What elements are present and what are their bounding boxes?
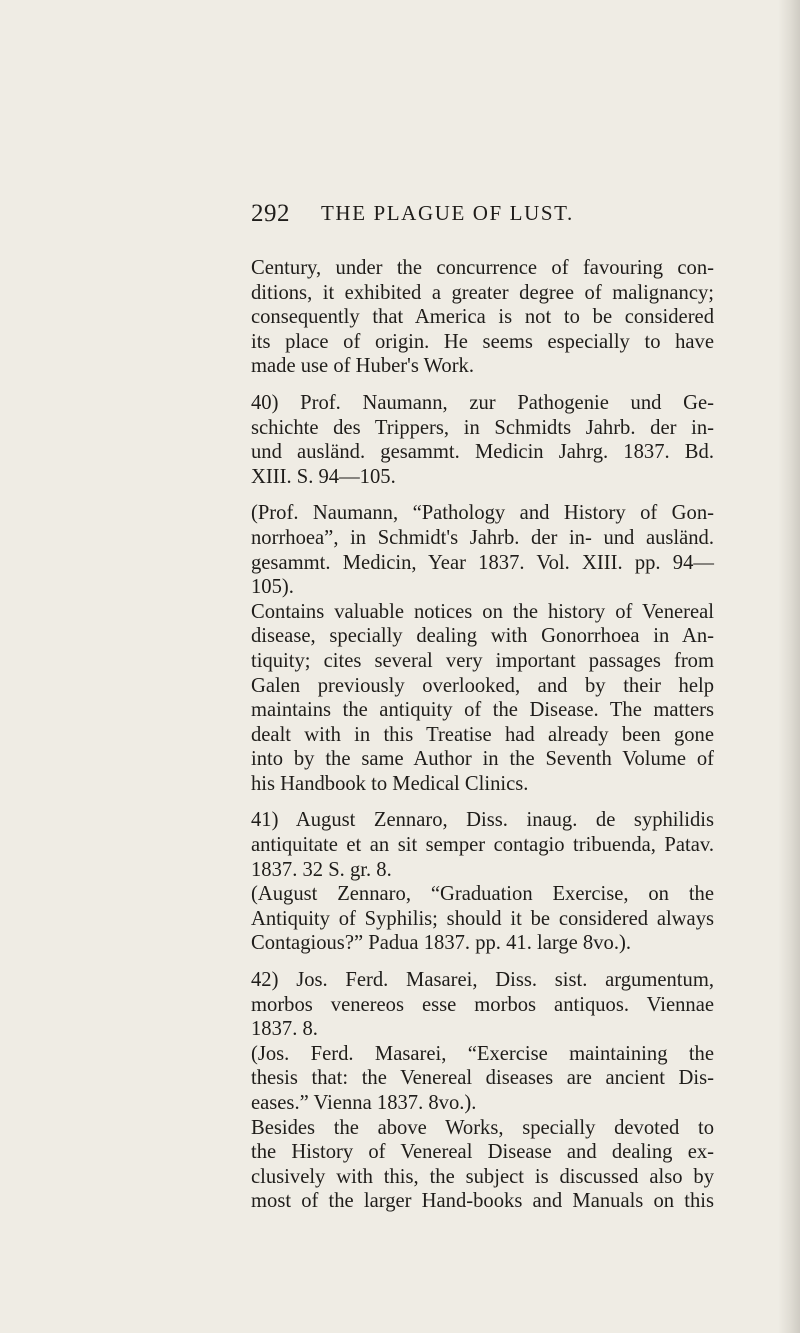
running-title: THE PLAGUE OF LUST. (321, 201, 574, 225)
text-line: Contains valuable notices on the history of Venereal (251, 600, 714, 623)
text-line: Contagious?” Padua 1837. pp. 41. large 8vo.). (251, 932, 631, 955)
entry-42-translation (251, 1042, 714, 1116)
body-text (251, 256, 714, 1214)
entry-42-citation (251, 968, 714, 1042)
entry-40-translation (251, 501, 714, 599)
text-line: morbos venereos esse morbos antiquos. Viennae (251, 993, 714, 1016)
entry-41-translation (251, 882, 714, 956)
page-edge-shadow (778, 0, 800, 1333)
text-line: (Jos. Ferd. Masarei, “Exercise maintaining the (251, 1042, 714, 1065)
text-line: 1837. 32 S. gr. 8. (251, 858, 392, 881)
text-line: the History of Venereal Disease and dealing ex- (251, 1141, 714, 1164)
text-line: Galen previously overlooked, and by their help (251, 674, 714, 697)
text-line: clusively with this, the subject is discussed also by (251, 1165, 714, 1188)
text-line: Besides the above Works, specially devoted to (251, 1116, 714, 1139)
text-line: his Handbook to Medical Clinics. (251, 772, 529, 795)
text-line: disease, specially dealing with Gonorrhoea in An- (251, 625, 714, 648)
text-line: 1837. 8. (251, 1018, 318, 1041)
text-line: norrhoea”, in Schmidt's Jahrb. der in- und ausländ. (251, 526, 714, 549)
text-line: thesis that: the Venereal diseases are ancient Dis- (251, 1067, 714, 1090)
closing-paragraph (251, 1116, 714, 1214)
text-line: into by the same Author in the Seventh Volume of (251, 748, 714, 771)
text-line: tiquity; cites several very important passages from (251, 649, 714, 672)
text-line: 41) August Zennaro, Diss. inaug. de syphilidis (251, 809, 714, 832)
text-line: antiquitate et an sit semper contagio tribuenda, Patav. (251, 834, 714, 857)
entry-41-citation (251, 808, 714, 882)
text-line: consequently that America is not to be considered (251, 306, 714, 329)
text-line: its place of origin. He seems especially to have (251, 330, 714, 353)
text-line: most of the larger Hand-books and Manuals on this (251, 1190, 714, 1213)
text-line: Antiquity of Syphilis; should it be considered always (251, 907, 714, 930)
entry-40-description (251, 600, 714, 797)
page-header (251, 200, 721, 240)
text-line: 40) Prof. Naumann, zur Pathogenie und Ge- (251, 391, 714, 414)
text-line: eases.” Vienna 1837. 8vo.). (251, 1092, 477, 1114)
text-line: (August Zennaro, “Graduation Exercise, on the (251, 883, 714, 906)
text-line: XIII. S. 94—105. (251, 465, 396, 488)
text-line: dealt with in this Treatise had already been gone (251, 723, 714, 746)
paragraph-continuation (251, 256, 714, 379)
text-line: 42) Jos. Ferd. Masarei, Diss. sist. argumentum, (251, 969, 714, 992)
text-line: gesammt. Medicin, Year 1837. Vol. XIII. pp. 94— (251, 551, 714, 574)
text-line: Century, under the concurrence of favouring con- (251, 257, 714, 279)
entry-40-citation (251, 391, 714, 489)
text-line: ditions, it exhibited a greater degree of malignancy; (251, 281, 714, 304)
text-line: 105). (251, 576, 294, 599)
text-line: (Prof. Naumann, “Pathology and History of Gon- (251, 502, 714, 525)
text-line: schichte des Trippers, in Schmidts Jahrb. der in- (251, 416, 714, 439)
text-line: maintains the antiquity of the Disease. The matters (251, 699, 714, 722)
text-line: und ausländ. gesammt. Medicin Jahrg. 1837. Bd. (251, 441, 714, 464)
page-number: 292 (251, 200, 290, 227)
text-line: made use of Huber's Work. (251, 355, 475, 378)
